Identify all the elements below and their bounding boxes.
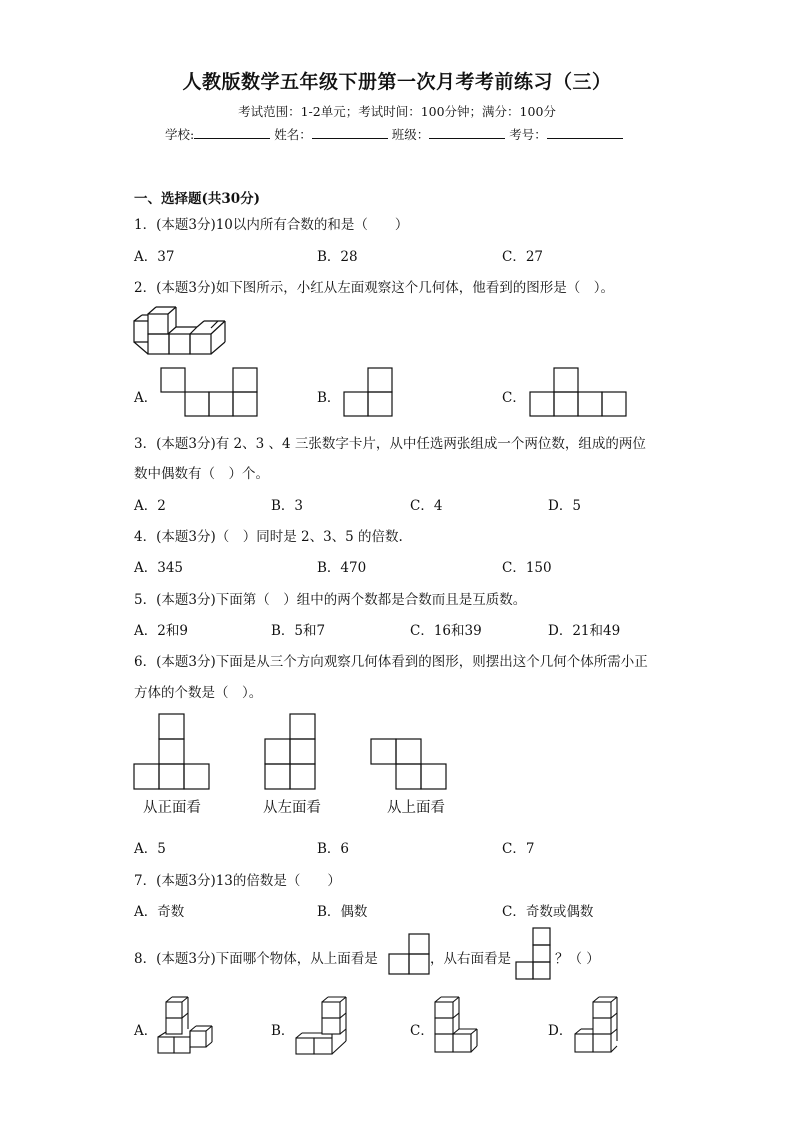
q7-option-b[interactable]: B．偶数 <box>317 904 368 920</box>
question-8-stem-b: ，从右面看是 <box>430 951 511 967</box>
q6-option-c[interactable]: C．7 <box>502 841 535 857</box>
q3-option-b[interactable]: B．3 <box>271 498 304 514</box>
q3-option-d[interactable]: D．5 <box>548 498 581 514</box>
class-label: 班级： <box>391 127 430 142</box>
q2-option-c-figure <box>529 366 629 418</box>
exam-no-blank[interactable] <box>547 126 623 139</box>
q3-option-a[interactable]: A．2 <box>134 498 166 514</box>
class-blank[interactable] <box>429 126 505 139</box>
exam-no-label: 考号： <box>509 127 547 142</box>
question-6-stem-line1: 6．(本题3分)下面是从三个方向观察几何体看到的图形，则摆出这个几何个体所需小正 <box>134 654 648 670</box>
q4-option-b[interactable]: B．470 <box>317 560 367 576</box>
q2-option-a-figure <box>160 366 260 418</box>
name-blank[interactable] <box>312 126 388 139</box>
q8-option-c[interactable]: C． <box>410 1023 434 1039</box>
q5-option-b[interactable]: B．5和7 <box>271 623 326 639</box>
page-title: 人教版数学五年级下册第一次月考考前练习（三） <box>182 71 612 93</box>
section-heading: 一、选择题(共30分) <box>134 191 261 207</box>
question-3-stem-line2: 数中偶数有（ ）个。 <box>134 466 269 482</box>
q8-option-c-figure <box>433 996 489 1056</box>
q5-option-c[interactable]: C．16和39 <box>410 623 482 639</box>
question-4-stem: 4．(本题3分)（ ）同时是 2、3、5 的倍数. <box>134 529 403 545</box>
name-label: 姓名： <box>274 127 312 142</box>
q2-option-c[interactable]: C． <box>502 390 526 406</box>
q4-option-c[interactable]: C．150 <box>502 560 552 576</box>
question-8-stem-c: ？（ ） <box>555 951 600 967</box>
question-3-stem-line1: 3．(本题3分)有 2、3 、4 三张数字卡片，从中任选两张组成一个两位数，组成的两位 <box>134 436 646 452</box>
question-8-stem-a: 8．(本题3分)下面哪个物体，从上面看是 <box>134 951 378 967</box>
q6-front-view-label: 从正面看 <box>143 800 201 816</box>
q6-left-view <box>264 713 318 791</box>
question-5-stem: 5．(本题3分)下面第（ ）组中的两个数都是合数而且是互质数。 <box>134 592 527 608</box>
q8-option-a[interactable]: A． <box>134 1023 158 1039</box>
q8-right-view-figure <box>515 927 553 981</box>
q2-option-b-figure <box>343 366 395 418</box>
q6-option-b[interactable]: B．6 <box>317 841 350 857</box>
q2-option-a[interactable]: A． <box>134 390 158 406</box>
question-2-stem: 2．(本题3分)如下图所示，小红从左面观察这个几何体，他看到的图形是（ ）。 <box>134 280 614 296</box>
q3-option-c[interactable]: C．4 <box>410 498 443 514</box>
q8-option-d[interactable]: D． <box>548 1023 573 1039</box>
q6-top-view-label: 从上面看 <box>387 800 445 816</box>
question-7-stem: 7．(本题3分)13的倍数是（ ） <box>134 873 341 889</box>
q5-option-d[interactable]: D．21和49 <box>548 623 621 639</box>
q8-option-b-figure <box>294 996 352 1056</box>
q2-option-b[interactable]: B． <box>317 390 341 406</box>
exam-subtitle: 考试范围：1-2单元；考试时间：100分钟；满分：100分 <box>238 104 556 119</box>
q1-option-c[interactable]: C．27 <box>502 249 544 265</box>
q4-option-a[interactable]: A．345 <box>134 560 184 576</box>
q5-option-a[interactable]: A．2和9 <box>134 623 188 639</box>
q8-option-d-figure <box>573 996 629 1056</box>
q6-left-view-label: 从左面看 <box>263 800 321 816</box>
q2-solid-figure <box>134 306 234 358</box>
q6-option-a[interactable]: A．5 <box>134 841 166 857</box>
q7-option-a[interactable]: A．奇数 <box>134 904 185 920</box>
school-blank[interactable] <box>194 126 270 139</box>
q8-option-a-figure <box>156 996 212 1056</box>
q7-option-c[interactable]: C．奇数或偶数 <box>502 904 594 920</box>
q8-top-view-figure <box>388 933 432 975</box>
q1-option-b[interactable]: B．28 <box>317 249 358 265</box>
q1-option-a[interactable]: A．37 <box>134 249 175 265</box>
student-info-line <box>165 125 623 143</box>
question-1-stem: 1．(本题3分)10以内所有合数的和是（ ） <box>134 217 409 233</box>
question-6-stem-line2: 方体的个数是（ ）。 <box>134 685 263 701</box>
school-label: 学校: <box>165 127 195 142</box>
q6-top-view <box>370 738 450 792</box>
q8-option-b[interactable]: B． <box>271 1023 295 1039</box>
q6-front-view <box>132 713 212 791</box>
